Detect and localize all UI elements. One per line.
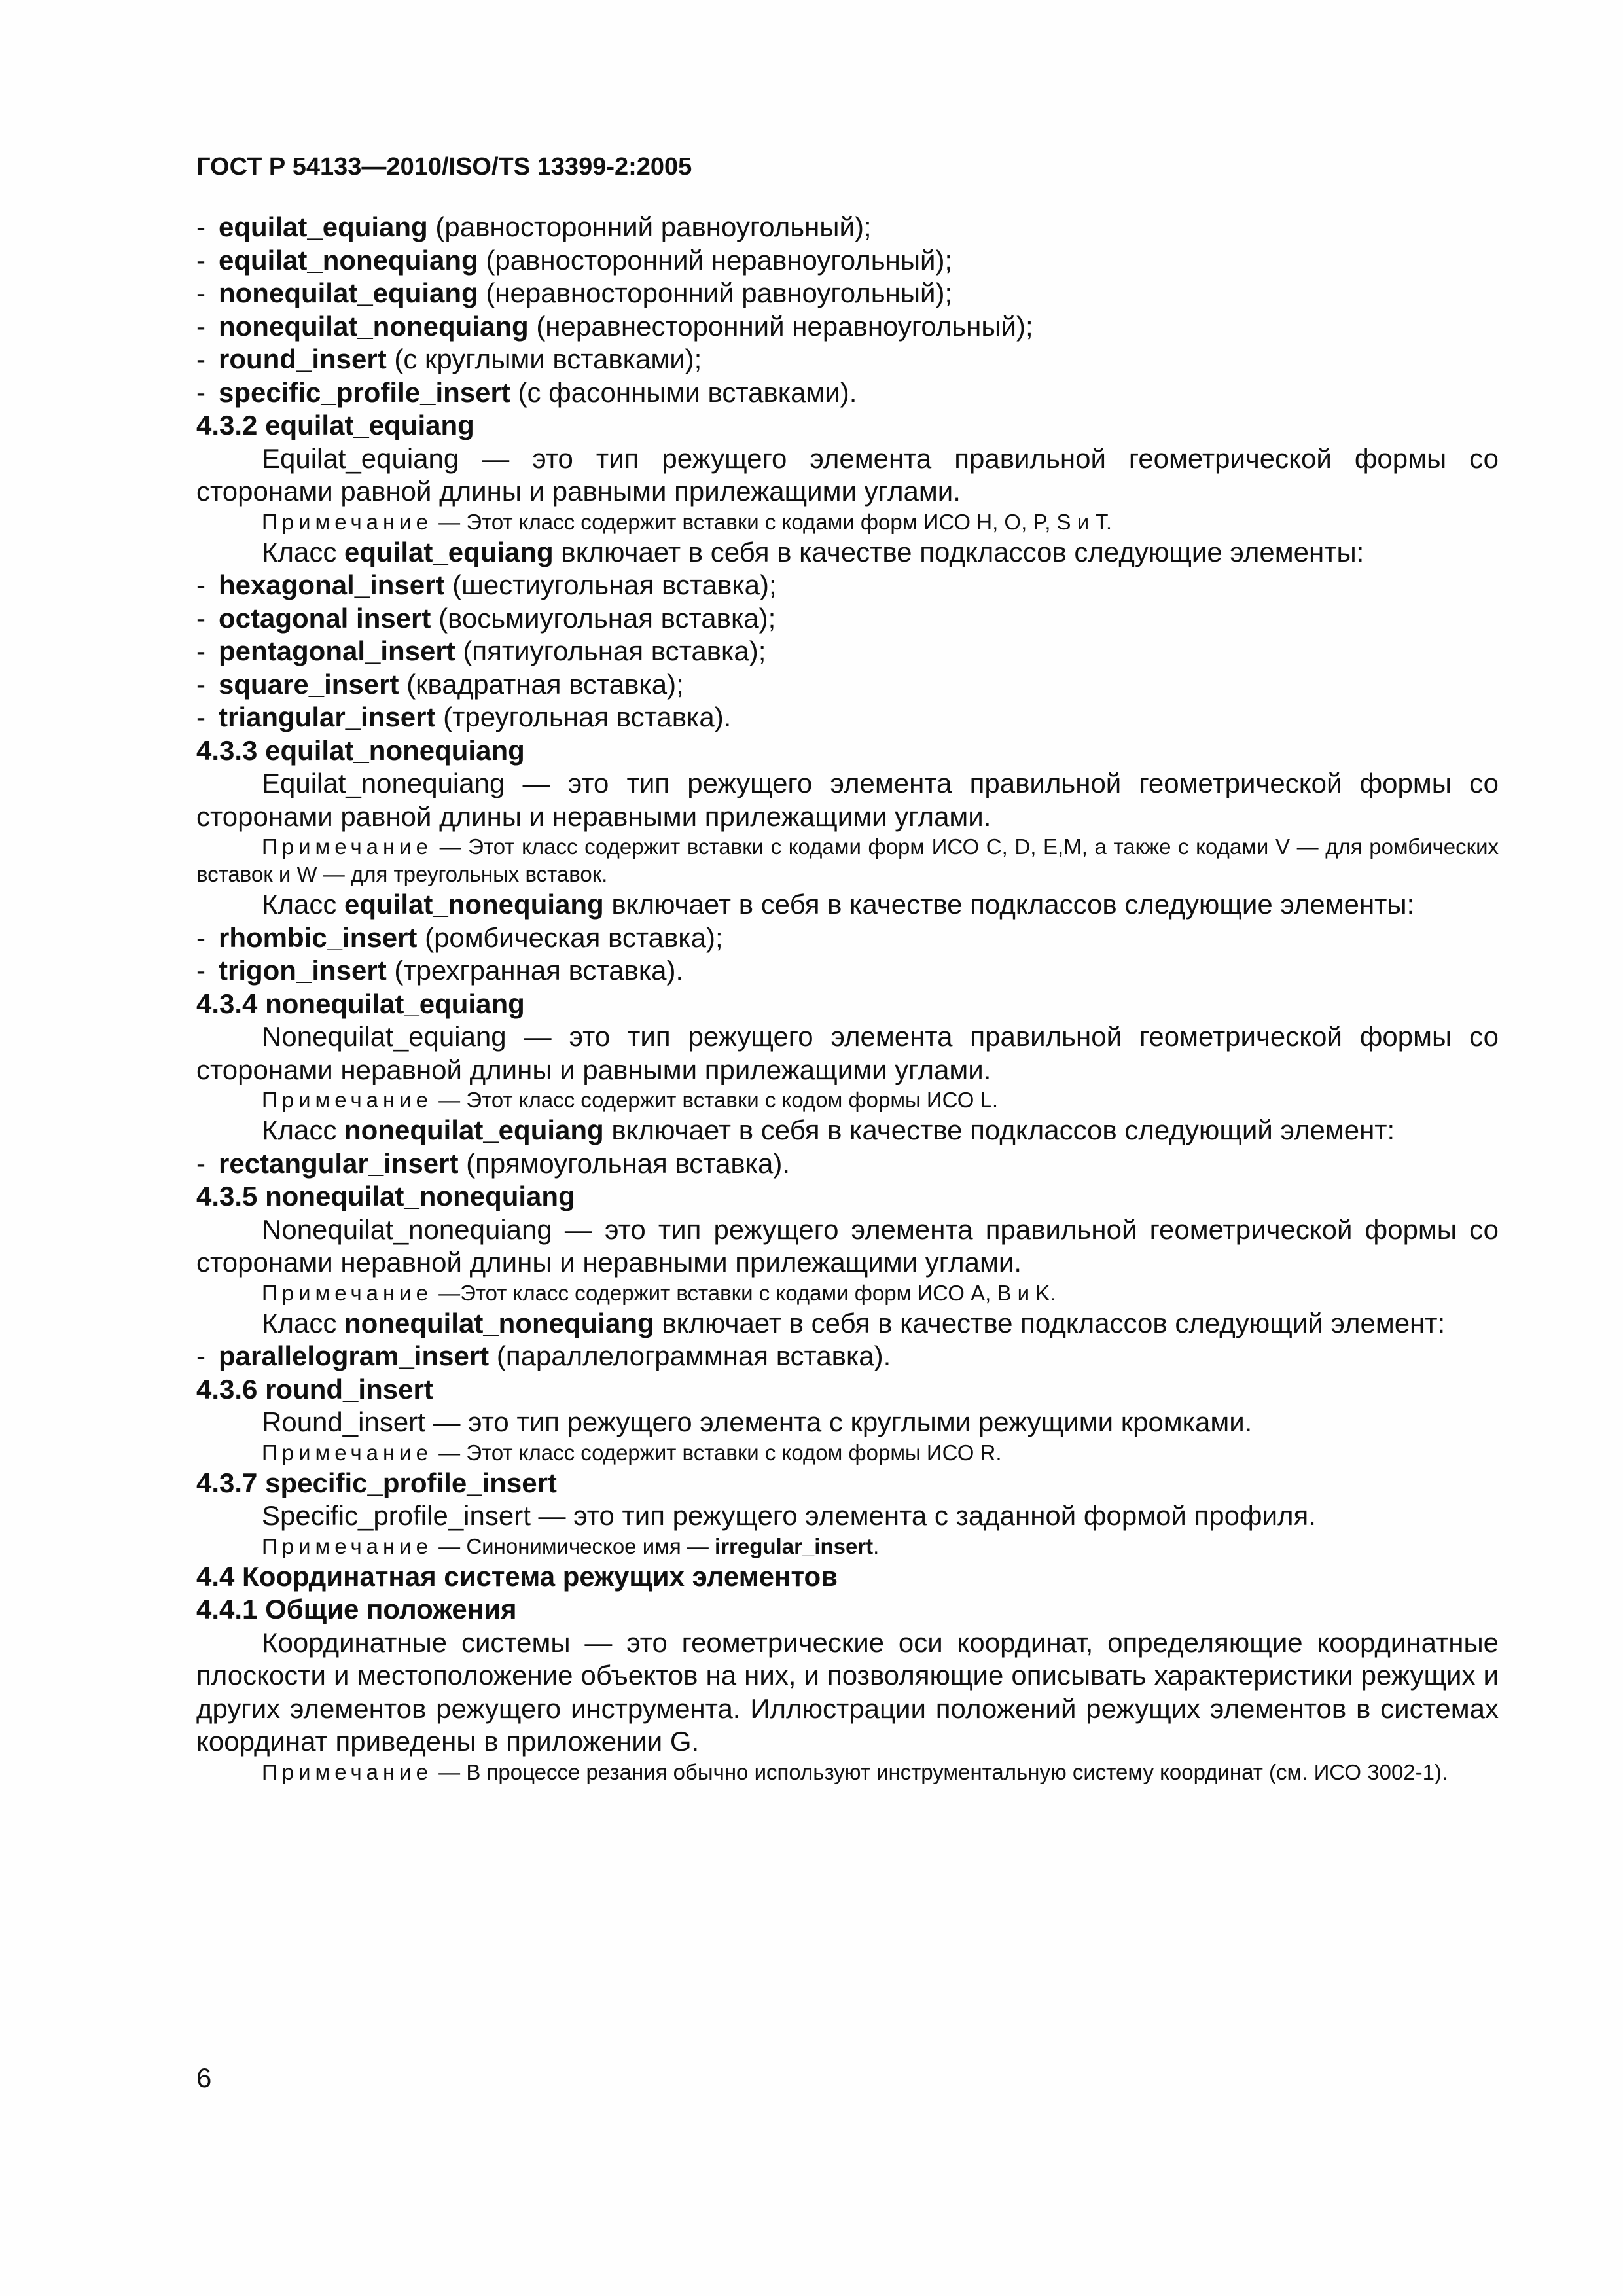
section-heading-4-3-2: 4.3.2 equilat_equiang — [196, 410, 474, 440]
list-item: - hexagonal_insert (шестиугольная вставка); — [196, 569, 777, 600]
list-item: - pentagonal_insert (пятиугольная вставка); — [196, 636, 766, 666]
definition-paragraph: Nonequilat_equiang — это тип режущего элемента правильной геометрической формы со сторонами неравной длины и равными прилежащими углами. — [196, 1021, 1499, 1085]
section-heading-4-3-3: 4.3.3 equilat_nonequiang — [196, 734, 525, 766]
definition-paragraph: Nonequilat_nonequiang — это тип режущего элемента правильной геометрической формы со сторонами неравной длины и неравными прилежащими углами. — [196, 1213, 1499, 1278]
section-heading-4-4: 4.4 Координатная система режущих элементов — [196, 1560, 838, 1592]
list-item: - rectangular_insert (прямоугольная вставка). — [196, 1147, 791, 1179]
note: Примечание — Этот класс содержит вставки с кодом формы ИСО R. — [262, 1440, 1002, 1465]
note: Примечание — Этот класс содержит вставки с кодом формы ИСО L. — [262, 1088, 999, 1112]
definition-paragraph: Equilat_nonequiang — это тип режущего элемента правильной геометрической формы со сторонами равной длины и неравными прилежащими углами. — [196, 768, 1499, 832]
section-heading-4-3-5: 4.3.5 nonequilat_nonequiang — [196, 1181, 575, 1211]
note: Примечание — Этот класс содержит вставки с кодами форм ИСО C, D, E,M, а также с кодами V — для ромбических вставок и W — для треугольных вставок. — [196, 834, 1499, 886]
list-item: - specific_profile_insert (с фасонными вставками). — [196, 376, 857, 408]
note: Примечание — Этот класс содержит вставки с кодами форм ИСО H, O, P, S и T. — [262, 509, 1112, 534]
list-item: - round_insert (с круглыми вставками); — [196, 344, 702, 374]
list-item: - nonequilat_nonequiang (неравнесторонний неравноугольный); — [196, 310, 1033, 342]
definition-paragraph: Round_insert — это тип режущего элемента с круглыми режущими кромками. — [262, 1407, 1253, 1437]
list-item: - trigon_insert (трехгранная вставка). — [196, 955, 684, 986]
definition-paragraph: Equilat_equiang — это тип режущего элемента правильной геометрической формы со сторонами равной длины и равными прилежащими углами. — [196, 442, 1499, 507]
body-paragraph: Координатные системы — это геометрические оси координат, определяющие координатные плоскости и местоположение объектов на них, и позволяющие описывать характеристики режущих и других элементов режущего инструмента. Иллюстрации положений режущих элементов в системах координат приведены в приложении G. — [196, 1626, 1499, 1757]
class-paragraph: Класс equilat_nonequiang включает в себя в качестве подклассов следующие элементы: — [262, 889, 1415, 920]
section-heading-4-3-7: 4.3.7 specific_profile_insert — [196, 1467, 557, 1498]
note: Примечание — В процессе резания обычно используют инструментальную систему координат (см. ИСО 3002-1). — [262, 1759, 1448, 1784]
section-heading-4-3-6: 4.3.6 round_insert — [196, 1373, 433, 1405]
page-header: ГОСТ Р 54133—2010/ISO/TS 13399-2:2005 — [196, 153, 692, 181]
class-paragraph: Класс nonequilat_nonequiang включает в себя в качестве подклассов следующий элемент: — [262, 1307, 1446, 1338]
class-paragraph: Класс nonequilat_equiang включает в себя в качестве подклассов следующий элемент: — [262, 1115, 1395, 1145]
list-item: - nonequilat_equiang (неравносторонний равноугольный); — [196, 278, 953, 308]
page-content — [196, 211, 1499, 1786]
list-item: - octagonal insert (восьмиугольная вставка); — [196, 602, 776, 634]
definition-paragraph: Specific_profile_insert — это тип режущего элемента с заданной формой профиля. — [262, 1500, 1316, 1531]
list-item: - equilat_equiang (равносторонний равноугольный); — [196, 211, 872, 242]
note: Примечание —Этот класс содержит вставки с кодами форм ИСО A, B и K. — [262, 1280, 1056, 1305]
list-item: - parallelogram_insert (параллелограммная вставка). — [196, 1340, 891, 1371]
list-item: - rhombic_insert (ромбическая вставка); — [196, 922, 723, 953]
list-item: - triangular_insert (треугольная вставка). — [196, 702, 732, 732]
list-item: - equilat_nonequiang (равносторонний неравноугольный); — [196, 244, 953, 276]
class-paragraph: Класс equilat_equiang включает в себя в качестве подклассов следующие элементы: — [262, 536, 1364, 567]
list-item: - square_insert (квадратная вставка); — [196, 668, 684, 700]
section-heading-4-3-4: 4.3.4 nonequilat_equiang — [196, 988, 525, 1019]
note: Примечание — Синонимическое имя — irregular_insert. — [262, 1534, 880, 1558]
page-number: 6 — [196, 2062, 212, 2093]
section-heading-4-4-1: 4.4.1 Общие положения — [196, 1594, 517, 1624]
